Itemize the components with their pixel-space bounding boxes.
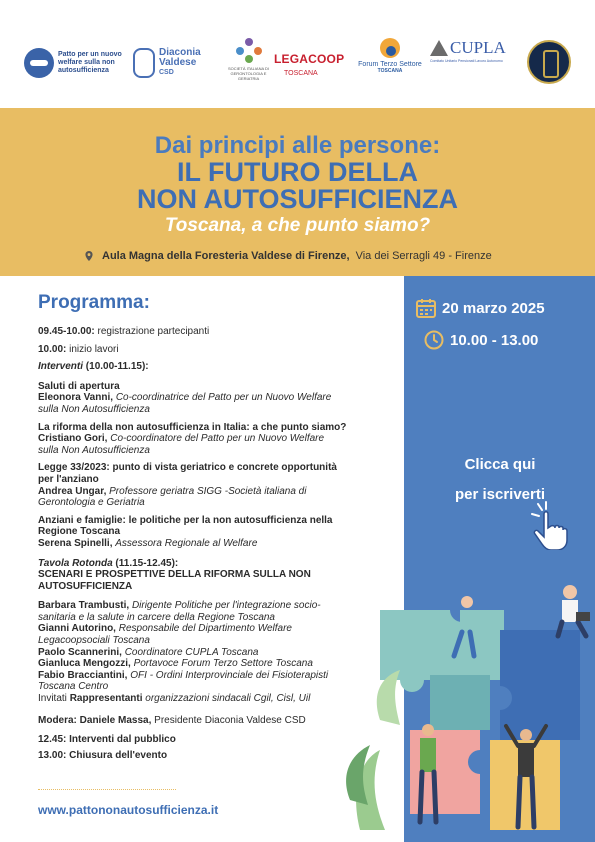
schedule-registration: 09.45-10.00: registrazione partecipanti <box>38 326 210 337</box>
panelist: Fabio Bracciantini, OFI - Ordini Interprovinciale dei Fisioterapisti <box>38 669 329 681</box>
talk-item: Saluti di apertura Eleonora Vanni, Co-coordinatrice del Patto per un Nuovo Welfare sulla Non Autosufficienza <box>38 380 332 415</box>
title-line-2: IL FUTURO DELLA <box>177 157 418 187</box>
tavola-heading: Tavola Rotonda (11.15-12.45): <box>38 557 179 569</box>
cupla-logo: CUPLA Comitato Unitario Pensionati Lavoro Autonomo <box>430 38 506 63</box>
title-banner <box>0 108 595 276</box>
cta-line-1[interactable]: Clicca qui <box>464 456 536 473</box>
forum-mark-icon <box>380 38 400 58</box>
schedule-questions: 12.45: Interventi dal pubblico <box>38 734 176 746</box>
forum-logo: Forum Terzo Settore TOSCANA <box>352 38 428 88</box>
puzzle-piece-teal-2 <box>430 675 490 730</box>
pointing-hand-icon[interactable] <box>528 500 582 550</box>
time-text: 10.00 - 13.00 <box>450 331 539 349</box>
sigg-logo: SOCIETÀ ITALIANA DI GERONTOLOGIA E GERIATRIA <box>226 38 271 88</box>
program-section: Programma: 09.45-10.00: registrazione partecipanti 10.00: inizio lavori Interventi (10.00-11.15): Saluti di apertura Eleonora Vanni, Co-coordinatrice del Patto per un Nuovo Welfare sulla Non Autosufficienza La riforma della non autosufficienza in Italia: a che punto siamo? Cristiano Gori, Co-coordinatore del Patto per un Nuovo Welfare sulla Non Autosufficienza Legge 33/2023: punto di vista geriatrico e concrete opportunità per l'anziano Andrea Ungar, Professore geriatra SIGG -Società italiana di Gerontologia e Geriatria Anziani e famiglie: le politiche per la non autosufficienza nella Regione Toscana Serena Spinelli, Assessora Regionale al Welfare Tavola Rotonda (11.15-12.45): SCENARI E PROSPETTIVE DELLA RIFORMA SULLA NON AUTOSUFFICIENZA Barbara Trambusti, Dirigente Politiche per l'integrazione socio- sanitaria e la salute in carcere della Regione Toscana Gianni Autorino, Responsabile del Dipartimento Welfare Legacoopsociali Toscana Paolo Scannerini, Coordinatore CUPLA Toscana Gianluca Mengozzi, Portavoce Forum Terzo Settore Toscana Fabio Bracciantini, OFI - Ordini Interprovinciale dei Fisioterapisti Toscana Centro Invitati Rappresentanti organizzazioni sindacali Cgil, Cisl, Uil Modera: Daniele Massa, Presidente Diaconia Valdese CSD 12.45: Interventi dal pubblico 13.00: Chiusura dell'evento <box>38 292 378 761</box>
diaconia-logo: Diaconia Valdese CSD <box>133 38 223 88</box>
panelist: Paolo Scannerini, Coordinatore CUPLA Toscana <box>38 646 259 658</box>
partner-logos-bar <box>0 0 595 108</box>
location-pin-icon <box>84 251 94 261</box>
moderator: Modera: Daniele Massa, Presidente Diaconia Valdese CSD <box>38 714 306 726</box>
ofi-seal-logo <box>527 40 571 84</box>
invited-line: Invitati Rappresentanti organizzazioni sindacali Cgil, Cisl, Uil <box>38 693 311 705</box>
sigg-mark-icon <box>234 38 264 64</box>
talk-item: Legge 33/2023: punto di vista geriatrico e concrete opportunità per l'anziano Andrea Ungar, Professore geriatra SIGG -Società italiana di Gerontologia e Geriatria <box>38 462 337 509</box>
panelist: Barbara Trambusti, Dirigente Politiche per l'integrazione socio- <box>38 600 321 612</box>
website-link[interactable]: www.pattononautosufficienza.it <box>38 803 219 817</box>
program-title: Programma: <box>38 292 150 313</box>
legacoop-logo: LEGACOOP TOSCANA <box>274 52 345 77</box>
divider <box>38 789 176 790</box>
interventi-heading: Interventi (10.00-11.15): <box>38 361 149 373</box>
title-line-1: Dai principi alle persone: <box>154 132 441 159</box>
calendar-icon <box>416 298 436 318</box>
person-laptop <box>558 585 590 636</box>
talk-item: La riforma della non autosufficienza in Italia: a che punto siamo? Cristiano Gori, Co-coordinatore del Patto per un Nuovo Welfare sulla Non Autosufficienza <box>38 421 347 456</box>
panelist: Gianni Autorino, Responsabile del Dipartimento Welfare <box>38 623 292 635</box>
tavola-title: SCENARI E PROSPETTIVE DELLA RIFORMA SULLA NON <box>38 569 311 581</box>
schedule-start: 10.00: inizio lavori <box>38 343 119 355</box>
diaconia-mark-icon <box>133 48 155 78</box>
cta-line-2[interactable]: per iscriverti <box>454 486 546 503</box>
subtitle: Toscana, a che punto siamo? <box>164 215 431 236</box>
panelist: Gianluca Mengozzi, Portavoce Forum Terzo Settore Toscana <box>38 658 313 670</box>
title-line-3: NON AUTOSUFFICIENZA <box>137 184 458 214</box>
puzzle-people-illustration <box>340 560 595 842</box>
date-text: 20 marzo 2025 <box>442 299 545 317</box>
talk-item: Anziani e famiglie: le politiche per la non autosufficienza nella Regione Toscana Serena Spinelli, Assessora Regionale al Welfare <box>38 514 333 549</box>
event-time <box>424 330 538 350</box>
schedule-end: 13.00: Chiusura dell'evento <box>38 749 168 761</box>
venue <box>84 250 492 262</box>
handshake-icon <box>24 48 54 78</box>
cupla-mark-icon <box>430 40 448 56</box>
venue-address: Via dei Serragli 49 - Firenze <box>355 250 492 262</box>
event-date <box>416 298 545 318</box>
clock-icon <box>424 330 444 350</box>
patto-logo: Patto per un nuovo welfare sulla non autosufficienza <box>24 38 124 88</box>
puzzle-piece-blue <box>500 630 580 740</box>
venue-name: Aula Magna della Foresteria Valdese di Firenze, <box>102 250 350 262</box>
